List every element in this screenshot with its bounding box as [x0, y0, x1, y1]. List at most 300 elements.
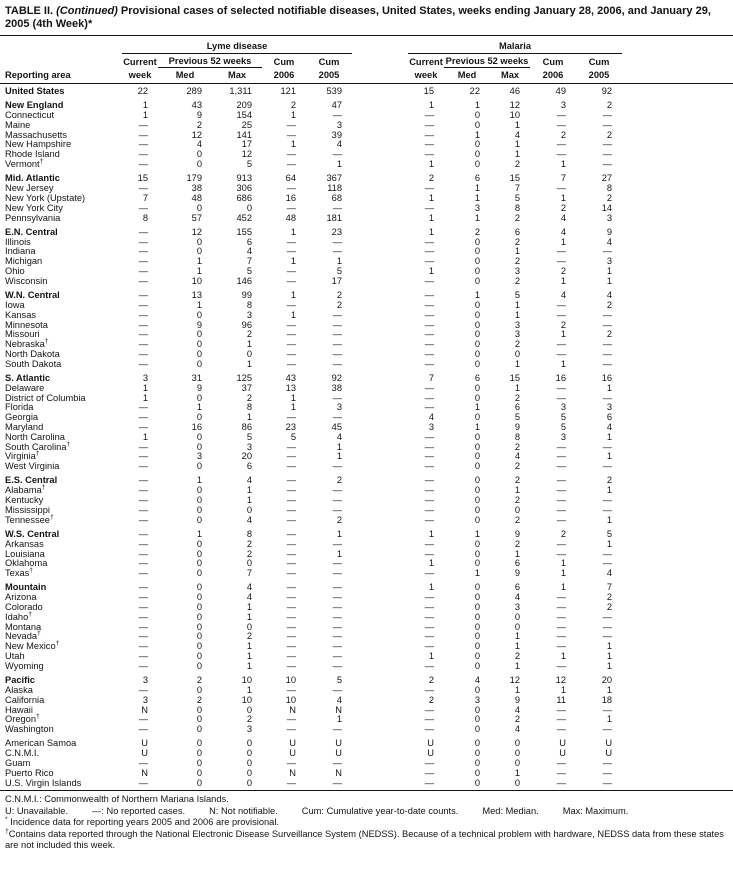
- table-row: [0, 223, 733, 237]
- value-cell: —: [424, 402, 435, 413]
- value-cell: 1: [560, 582, 567, 593]
- value-cell: 0: [474, 714, 481, 725]
- value-cell: 0: [196, 724, 202, 735]
- value-cell: 3: [428, 422, 435, 432]
- value-cell: —: [602, 139, 613, 150]
- column-spacer: [352, 486, 408, 496]
- value-cell: 0: [474, 641, 481, 652]
- value-cell: 1: [336, 528, 343, 539]
- value-cell: 15: [137, 173, 148, 184]
- value-cell: —: [138, 504, 148, 515]
- value-cell: 0: [474, 538, 481, 549]
- value-cell: 0: [474, 504, 481, 515]
- trailing-spacer: [622, 462, 733, 472]
- value-cell: 31: [191, 373, 202, 384]
- table-row: [0, 506, 733, 516]
- value-cell: 1: [474, 100, 481, 111]
- value-cell: 0: [474, 451, 481, 462]
- table-row: [0, 559, 733, 569]
- column-spacer: [352, 287, 408, 301]
- reporting-area-cell: West Virginia: [5, 461, 60, 472]
- value-cell: 2: [606, 192, 613, 203]
- dagger-symbol: †: [5, 827, 9, 835]
- dagger-symbol: †: [29, 567, 34, 575]
- header-spacer: [622, 68, 733, 84]
- value-cell: —: [424, 290, 435, 301]
- dagger-symbol: †: [44, 338, 49, 346]
- reporting-area-cell: United States: [5, 86, 65, 96]
- table-row: [0, 150, 733, 160]
- value-cell: 2: [606, 475, 613, 486]
- value-cell: 0: [474, 159, 481, 170]
- column-spacer: [352, 131, 408, 141]
- value-cell: 10: [285, 694, 296, 705]
- value-cell: 0: [196, 611, 202, 622]
- value-cell: 1: [428, 582, 435, 593]
- value-cell: 0: [196, 348, 202, 359]
- reporting-area-cell: Indiana: [5, 246, 36, 257]
- value-cell: —: [138, 149, 148, 160]
- value-cell: —: [286, 684, 296, 695]
- value-cell: —: [138, 246, 148, 257]
- value-cell: 1: [560, 192, 567, 203]
- value-cell: 14: [601, 202, 613, 213]
- header-spacer: [0, 36, 122, 54]
- value-cell: —: [332, 724, 343, 735]
- trailing-spacer: [622, 238, 733, 248]
- value-cell: 1: [428, 192, 435, 203]
- table-row: [0, 267, 733, 277]
- value-cell: —: [424, 183, 435, 194]
- value-cell: 3: [606, 402, 613, 413]
- value-cell: —: [286, 441, 296, 452]
- value-cell: —: [138, 592, 148, 603]
- value-cell: 3: [246, 309, 252, 320]
- column-spacer: [352, 84, 408, 97]
- value-cell: —: [602, 621, 613, 632]
- value-cell: 10: [191, 275, 202, 286]
- value-cell: —: [556, 767, 567, 778]
- column-spacer: [352, 540, 408, 550]
- reporting-area-cell: Pennsylvania: [5, 212, 61, 223]
- value-cell: —: [424, 485, 435, 496]
- reporting-area-cell: District of Columbia: [5, 392, 86, 403]
- column-spacer: [352, 550, 408, 560]
- value-cell: 10: [509, 110, 521, 121]
- value-cell: —: [424, 392, 435, 403]
- value-cell: —: [138, 441, 148, 452]
- trailing-spacer: [622, 321, 733, 331]
- trailing-spacer: [622, 642, 733, 652]
- reporting-area-cell: North Carolina: [5, 431, 65, 442]
- value-cell: —: [424, 548, 435, 559]
- group-header-row: [0, 36, 733, 54]
- table-row: [0, 486, 733, 496]
- col-header-2005: 2005: [576, 68, 622, 84]
- value-cell: 125: [236, 373, 252, 384]
- value-cell: 1: [560, 568, 567, 579]
- value-cell: —: [424, 704, 435, 715]
- value-cell: —: [602, 358, 613, 369]
- value-cell: 0: [246, 758, 252, 768]
- table-row: [0, 311, 733, 321]
- footnote-legend: [5, 806, 728, 818]
- value-cell: —: [138, 309, 148, 320]
- value-cell: 0: [474, 329, 481, 340]
- column-spacer: [352, 462, 408, 472]
- table-row: [0, 496, 733, 506]
- trailing-spacer: [622, 632, 733, 642]
- value-cell: 1: [606, 451, 613, 462]
- column-spacer: [352, 340, 408, 350]
- value-cell: 0: [246, 621, 252, 632]
- value-cell: 0: [196, 660, 202, 671]
- value-cell: N: [141, 704, 148, 715]
- trailing-spacer: [622, 413, 733, 423]
- value-cell: 1: [196, 266, 202, 277]
- value-cell: 0: [474, 382, 481, 393]
- value-cell: —: [332, 329, 343, 340]
- table-row: [0, 287, 733, 301]
- value-cell: 0: [474, 767, 481, 778]
- column-spacer: [352, 603, 408, 613]
- value-cell: 9: [196, 382, 202, 393]
- col-header-2005: 2005: [306, 68, 352, 84]
- value-cell: —: [424, 592, 435, 603]
- value-cell: 4: [428, 412, 435, 423]
- value-cell: 1: [142, 382, 148, 393]
- value-cell: 96: [241, 319, 252, 330]
- trailing-spacer: [622, 759, 733, 769]
- value-cell: —: [138, 299, 148, 310]
- value-cell: —: [286, 129, 296, 140]
- value-cell: —: [332, 339, 343, 350]
- reporting-area-cell: Oregon†: [5, 713, 40, 725]
- trailing-spacer: [622, 623, 733, 633]
- value-cell: —: [602, 777, 613, 788]
- value-cell: 0: [474, 412, 481, 423]
- value-cell: —: [332, 358, 343, 369]
- value-cell: 47: [331, 100, 343, 111]
- value-cell: 0: [196, 495, 202, 506]
- value-cell: 13: [191, 290, 202, 301]
- value-cell: 8: [514, 431, 521, 442]
- table-row: [0, 384, 733, 394]
- value-cell: 6: [474, 173, 481, 184]
- title-rest: Provisional cases of selected notifiable diseases, United States, weeks ending January 28, 2006, and January 29, 2005 (4th Week)*: [5, 5, 711, 30]
- column-spacer: [352, 452, 408, 462]
- value-cell: —: [602, 611, 613, 622]
- value-cell: 13: [285, 382, 296, 393]
- value-cell: —: [286, 611, 296, 622]
- trailing-spacer: [622, 97, 733, 111]
- value-cell: —: [424, 382, 435, 393]
- value-cell: 1: [336, 441, 343, 452]
- trailing-spacer: [622, 540, 733, 550]
- value-cell: 1,311: [229, 86, 252, 96]
- value-cell: 5: [246, 266, 252, 277]
- col-header-max: Max: [490, 68, 530, 84]
- column-spacer: [352, 150, 408, 160]
- column-spacer: [352, 672, 408, 686]
- value-cell: 0: [474, 724, 481, 735]
- value-cell: 2: [514, 212, 521, 223]
- value-cell: 0: [474, 495, 481, 506]
- column-spacer: [352, 525, 408, 539]
- value-cell: —: [424, 339, 435, 350]
- value-cell: —: [424, 236, 435, 247]
- trailing-spacer: [622, 735, 733, 749]
- value-cell: —: [332, 504, 343, 515]
- column-spacer: [352, 360, 408, 370]
- reporting-area-cell: Connecticut: [5, 110, 55, 121]
- value-cell: —: [286, 504, 296, 515]
- value-cell: 1: [514, 660, 521, 671]
- value-cell: —: [286, 528, 296, 539]
- value-cell: 1: [514, 641, 521, 652]
- value-cell: 2: [428, 694, 435, 705]
- value-cell: 0: [196, 738, 202, 749]
- value-cell: —: [286, 266, 296, 277]
- value-cell: 4: [514, 129, 521, 140]
- value-cell: 37: [241, 382, 252, 393]
- trailing-spacer: [622, 160, 733, 170]
- value-cell: —: [332, 592, 343, 603]
- value-cell: 179: [186, 173, 202, 184]
- table-row: [0, 340, 733, 350]
- trailing-spacer: [622, 184, 733, 194]
- value-cell: 6: [514, 226, 521, 237]
- value-cell: 1: [560, 159, 567, 170]
- value-cell: —: [332, 558, 343, 569]
- value-cell: 1: [474, 192, 481, 203]
- value-cell: 0: [196, 592, 202, 603]
- value-cell: 4: [514, 592, 521, 603]
- value-cell: —: [332, 246, 343, 257]
- value-cell: 7: [246, 568, 252, 579]
- subheader-row-1: [0, 54, 733, 68]
- value-cell: —: [332, 319, 343, 330]
- value-cell: 92: [331, 373, 343, 384]
- value-cell: 0: [474, 339, 481, 350]
- reporting-area-cell: Kentucky: [5, 495, 44, 506]
- value-cell: 2: [246, 329, 252, 340]
- value-cell: —: [138, 611, 148, 622]
- dagger-symbol: †: [39, 157, 44, 165]
- trailing-spacer: [622, 652, 733, 662]
- table-row: [0, 170, 733, 184]
- value-cell: —: [424, 110, 435, 121]
- reporting-area-cell: Tennessee†: [5, 513, 54, 525]
- value-cell: 1: [246, 485, 252, 496]
- value-cell: —: [138, 538, 148, 549]
- trailing-spacer: [622, 433, 733, 443]
- value-cell: —: [138, 256, 148, 267]
- value-cell: —: [556, 149, 567, 160]
- value-cell: 2: [606, 100, 613, 111]
- value-cell: —: [138, 514, 148, 525]
- table-row: [0, 735, 733, 749]
- reporting-area-cell: Alaska: [5, 684, 33, 695]
- table-bottom-rule: [0, 790, 733, 791]
- value-cell: 1: [474, 290, 481, 301]
- trailing-spacer: [622, 394, 733, 404]
- column-spacer: [352, 652, 408, 662]
- value-cell: 0: [474, 475, 481, 486]
- column-spacer: [352, 443, 408, 453]
- table-body: [0, 84, 733, 789]
- value-cell: —: [556, 592, 567, 603]
- value-cell: 64: [285, 173, 296, 184]
- table-row: [0, 749, 733, 759]
- reporting-area-cell: Texas†: [5, 567, 34, 579]
- value-cell: —: [332, 777, 343, 788]
- value-cell: 1: [514, 631, 521, 642]
- value-cell: 2: [196, 675, 202, 686]
- reporting-area-cell: Mid. Atlantic: [5, 173, 60, 184]
- table-row: [0, 238, 733, 248]
- table-row: [0, 131, 733, 141]
- value-cell: 2: [336, 475, 343, 486]
- value-cell: 0: [474, 611, 481, 622]
- value-cell: —: [286, 641, 296, 652]
- value-cell: 0: [474, 777, 481, 788]
- value-cell: —: [286, 514, 296, 525]
- value-cell: 1: [514, 246, 521, 257]
- value-cell: 4: [246, 514, 252, 525]
- reporting-area-cell: New England: [5, 100, 64, 111]
- value-cell: 2: [514, 538, 521, 549]
- value-cell: —: [332, 660, 343, 671]
- value-cell: —: [424, 299, 435, 310]
- column-spacer: [352, 593, 408, 603]
- value-cell: 2: [514, 236, 521, 247]
- value-cell: U: [427, 738, 435, 749]
- value-cell: 86: [241, 422, 252, 432]
- value-cell: 2: [514, 495, 521, 506]
- value-cell: 0: [196, 392, 202, 403]
- value-cell: 0: [196, 339, 202, 350]
- value-cell: U: [559, 738, 567, 749]
- value-cell: 0: [474, 309, 481, 320]
- value-cell: 1: [196, 402, 202, 413]
- column-spacer: [352, 749, 408, 759]
- value-cell: 1: [560, 558, 567, 569]
- value-cell: 1: [514, 485, 521, 496]
- value-cell: —: [424, 149, 435, 160]
- value-cell: 2: [514, 275, 521, 286]
- value-cell: 12: [509, 675, 521, 686]
- reporting-area-cell: American Samoa: [5, 738, 77, 749]
- value-cell: 0: [474, 119, 481, 130]
- value-cell: 5: [514, 412, 521, 423]
- column-spacer: [352, 384, 408, 394]
- legend-item: Med: Median.: [482, 805, 539, 816]
- value-cell: 0: [474, 299, 481, 310]
- value-cell: —: [138, 461, 148, 472]
- table-row: [0, 759, 733, 769]
- dagger-symbol: †: [28, 610, 33, 618]
- table-row: [0, 321, 733, 331]
- column-spacer: [352, 97, 408, 111]
- value-cell: 0: [246, 704, 252, 715]
- value-cell: —: [424, 641, 435, 652]
- value-cell: 1: [606, 275, 613, 286]
- table-row: [0, 121, 733, 131]
- value-cell: —: [332, 392, 343, 403]
- value-cell: 0: [474, 602, 481, 613]
- value-cell: —: [332, 621, 343, 632]
- column-spacer: [352, 311, 408, 321]
- value-cell: 1: [606, 684, 613, 695]
- value-cell: —: [556, 538, 567, 549]
- value-cell: 3: [142, 694, 148, 705]
- reporting-area-cell: Florida: [5, 402, 34, 413]
- column-spacer: [352, 506, 408, 516]
- value-cell: —: [138, 568, 148, 579]
- column-spacer: [352, 277, 408, 287]
- column-spacer: [352, 301, 408, 311]
- value-cell: 2: [428, 675, 435, 686]
- reporting-area-cell: Mountain: [5, 582, 47, 593]
- group-header-malaria: Malaria: [408, 36, 622, 54]
- value-cell: —: [602, 558, 613, 569]
- column-spacer: [352, 642, 408, 652]
- table-row: [0, 433, 733, 443]
- value-cell: —: [424, 495, 435, 506]
- value-cell: 6: [246, 461, 252, 472]
- value-cell: 15: [509, 173, 521, 184]
- value-cell: —: [332, 110, 343, 121]
- value-cell: —: [424, 621, 435, 632]
- value-cell: 1: [142, 100, 148, 111]
- value-cell: —: [556, 777, 567, 788]
- value-cell: 1: [606, 538, 613, 549]
- value-cell: 1: [336, 714, 343, 725]
- value-cell: —: [138, 319, 148, 330]
- reporting-area-cell: U.S. Virgin Islands: [5, 777, 82, 788]
- value-cell: 1: [474, 212, 481, 223]
- reporting-area-cell: Mississippi: [5, 504, 50, 515]
- value-cell: 10: [285, 675, 296, 686]
- value-cell: 0: [474, 758, 481, 768]
- column-spacer: [352, 223, 408, 237]
- value-cell: —: [556, 256, 567, 267]
- value-cell: U: [141, 748, 148, 759]
- trailing-spacer: [622, 593, 733, 603]
- value-cell: —: [424, 504, 435, 515]
- col-header-week: week: [122, 68, 158, 84]
- value-cell: 1: [196, 475, 202, 486]
- value-cell: 3: [336, 119, 343, 130]
- value-cell: 686: [236, 192, 252, 203]
- value-cell: 0: [474, 139, 481, 150]
- table-row: [0, 97, 733, 111]
- header-spacer: [352, 36, 408, 54]
- value-cell: 5: [246, 431, 252, 442]
- value-cell: 1: [514, 767, 521, 778]
- value-cell: 0: [474, 738, 481, 749]
- reporting-area-cell: New Mexico†: [5, 640, 60, 652]
- dagger-symbol: †: [55, 640, 60, 648]
- value-cell: 9: [514, 528, 521, 539]
- value-cell: 5: [514, 290, 521, 301]
- value-cell: —: [286, 582, 296, 593]
- trailing-spacer: [622, 486, 733, 496]
- footnote-cnmi: C.N.M.I.: Commonwealth of Northern Mariana Islands.: [5, 794, 229, 805]
- reporting-area-cell: New Jersey: [5, 183, 54, 194]
- value-cell: 0: [474, 149, 481, 160]
